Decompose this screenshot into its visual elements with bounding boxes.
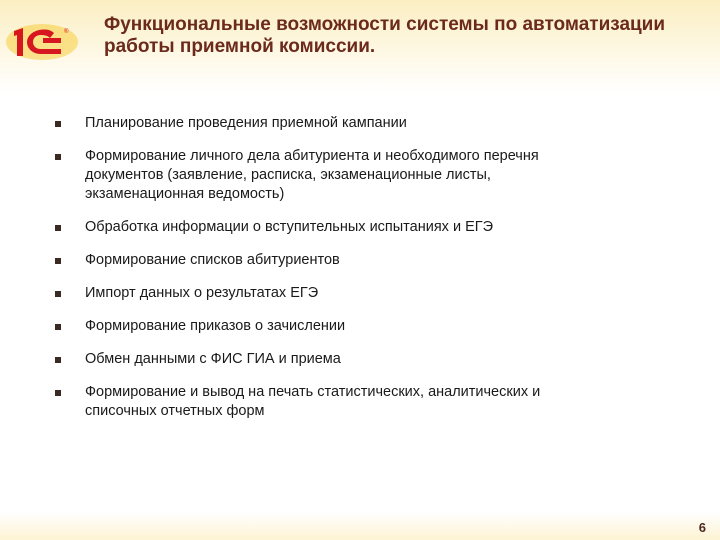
list-item-text: Импорт данных о результатах ЕГЭ <box>85 285 319 301</box>
square-bullet-icon <box>55 324 61 330</box>
list-item <box>52 147 692 204</box>
list-item <box>52 350 692 369</box>
list-item <box>52 114 692 133</box>
list-item-text: документов (заявление, расписка, экзаменационные листы, <box>85 167 491 183</box>
square-bullet-icon <box>55 121 61 127</box>
list-item <box>52 284 692 303</box>
slide-title <box>104 14 704 58</box>
list-item-text: Формирование приказов о зачислении <box>85 318 346 334</box>
list-item <box>52 251 692 270</box>
square-bullet-icon <box>55 390 61 396</box>
square-bullet-icon <box>55 154 61 160</box>
logo-1c <box>4 20 80 64</box>
list-item-text: списочных отчетных форм <box>85 403 265 419</box>
footer-band <box>0 512 720 540</box>
list-item-text: Формирование списков абитуриентов <box>85 252 340 268</box>
square-bullet-icon <box>55 258 61 264</box>
list-item-text: Формирование и вывод на печать статистических, аналитических и <box>85 384 541 400</box>
list-item <box>52 383 692 421</box>
list-item <box>52 317 692 336</box>
list-item-text: Обработка информации о вступительных испытаниях и ЕГЭ <box>85 219 494 235</box>
square-bullet-icon <box>55 291 61 297</box>
logo-1c-icon <box>4 20 80 64</box>
registered-mark: ® <box>64 29 69 35</box>
feature-list <box>52 114 692 435</box>
page-number: 6 <box>698 520 706 535</box>
list-item-text: Формирование личного дела абитуриента и необходимого перечня <box>85 148 539 164</box>
list-item-text: экзаменационная ведомость) <box>85 186 285 202</box>
square-bullet-icon <box>55 357 61 363</box>
square-bullet-icon <box>55 225 61 231</box>
list-item-text: Планирование проведения приемной кампании <box>85 115 407 131</box>
list-item <box>52 218 692 237</box>
list-item-text: Обмен данными с ФИС ГИА и приема <box>85 351 341 367</box>
title-line: работы приемной комиссии. <box>104 36 376 57</box>
title-line: Функциональные возможности системы по автоматизации <box>104 14 666 35</box>
